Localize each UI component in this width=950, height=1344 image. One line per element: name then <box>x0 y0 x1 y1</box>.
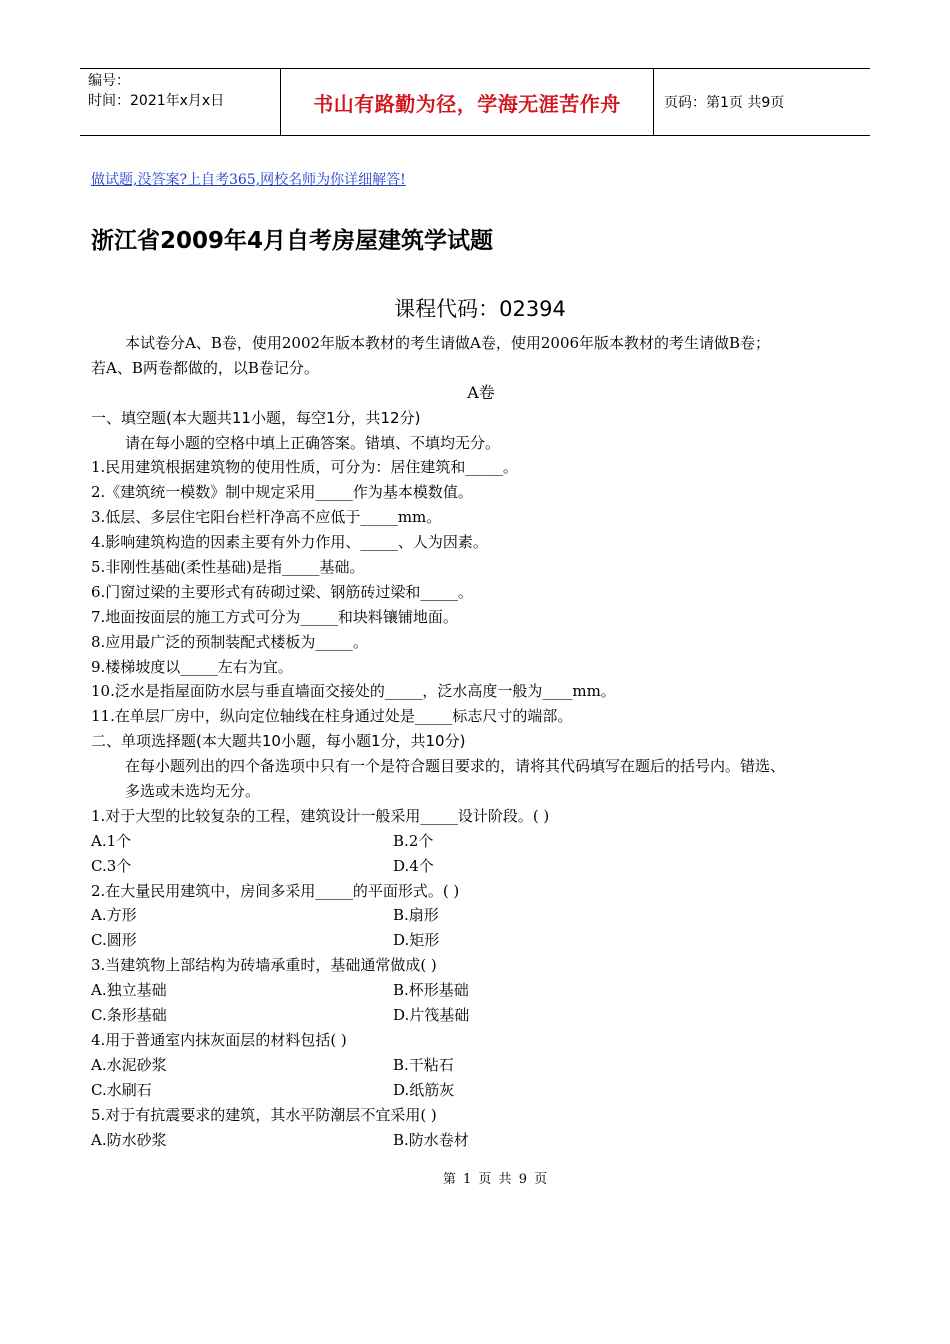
choice-options-row <box>91 829 871 854</box>
option-b: B.干粘石 <box>393 1055 454 1074</box>
choice-question-stem: 4.用于普通室内抹灰面层的材料包括( ) <box>91 1030 347 1049</box>
intro-line-2: 若A、B两卷都做的，以B卷记分。 <box>91 358 319 377</box>
choice-question-stem: 2.在大量民用建筑中，房间多采用_____的平面形式。( ) <box>91 881 460 900</box>
option-c: C.条形基础 <box>91 1006 167 1025</box>
course-code: 课程代码：02394 <box>394 297 566 321</box>
fill-question: 10.泛水是指屋面防水层与垂直墙面交接处的_____，泛水高度一般为____mm。 <box>91 682 616 701</box>
option-d: D.纸筋灰 <box>393 1080 455 1099</box>
option-d: D.矩形 <box>393 931 440 950</box>
section-1-instruction: 请在每小题的空格中填上正确答案。错填、不填均无分。 <box>125 433 501 452</box>
fill-question: 8.应用最广泛的预制装配式楼板为_____。 <box>91 632 368 651</box>
option-a: A.防水砂浆 <box>91 1130 167 1149</box>
choice-options-row <box>91 928 871 953</box>
exam-body <box>91 331 871 1152</box>
option-b: B.防水卷材 <box>393 1130 469 1149</box>
fill-question: 1.民用建筑根据建筑物的使用性质，可分为：居住建筑和_____。 <box>91 458 518 477</box>
option-a: A.1个 <box>91 831 132 850</box>
option-c: C.圆形 <box>91 931 137 950</box>
choice-options-row <box>91 1053 871 1078</box>
page-footer: 第 1 页 共 9 页 <box>442 1172 548 1187</box>
header-meta <box>80 69 280 135</box>
option-b: B.杯形基础 <box>393 981 469 1000</box>
option-b: B.2个 <box>393 831 434 850</box>
choice-question-stem: 1.对于大型的比较复杂的工程，建筑设计一般采用_____设计阶段。( ) <box>91 806 550 825</box>
section-1-heading: 一、填空题(本大题共11小题，每空1分，共12分) <box>91 408 421 427</box>
choice-options-row <box>91 903 871 928</box>
choice-options-row <box>91 1128 871 1153</box>
fill-question: 2.《建筑统一模数》制中规定采用_____作为基本模数值。 <box>91 483 473 502</box>
section-2-instruction: 在每小题列出的四个备选项中只有一个是符合题目要求的，请将其代码填写在题后的括号内。错选、 <box>125 757 786 776</box>
section-2-instruction-cont: 多选或未选均无分。 <box>125 782 261 801</box>
option-c: C.水刷石 <box>91 1080 152 1099</box>
fill-question: 7.地面按面层的施工方式可分为_____和块料镶铺地面。 <box>91 607 458 626</box>
option-a: A.方形 <box>91 906 137 925</box>
intro-line-1: 本试卷分A、B卷，使用2002年版本教材的考生请做A卷，使用2006年版本教材的考生请做B卷； <box>125 334 771 352</box>
page-title: 浙江省2009年4月自考房屋建筑学试题 <box>91 228 494 254</box>
choice-question-stem: 5.对于有抗震要求的建筑，其水平防潮层不宜采用( ) <box>91 1105 437 1124</box>
header-page-label: 页码：第1页 共9页 <box>664 95 785 111</box>
document-header <box>80 68 870 136</box>
choice-options-row <box>91 1078 871 1103</box>
option-c: C.3个 <box>91 856 132 875</box>
fill-question: 3.低层、多层住宅阳台栏杆净高不应低于_____mm。 <box>91 508 442 527</box>
choice-options-row <box>91 1003 871 1028</box>
fill-question: 4.影响建筑构造的因素主要有外力作用、_____、人为因素。 <box>91 533 488 552</box>
fill-question: 9.楼梯坡度以_____左右为宜。 <box>91 657 293 676</box>
fill-question: 11.在单层厂房中，纵向定位轴线在柱身通过处是_____标志尺寸的端部。 <box>91 707 573 726</box>
option-b: B.扇形 <box>393 906 439 925</box>
header-motto: 书山有路勤为径，学海无涯苦作舟 <box>280 69 654 135</box>
option-d: D.4个 <box>393 856 434 875</box>
number-label: 编号： <box>88 73 130 89</box>
choice-options-row <box>91 978 871 1003</box>
choice-options-row <box>91 854 871 879</box>
choice-question-stem: 3.当建筑物上部结构为砖墙承重时，基础通常做成( ) <box>91 956 437 975</box>
option-d: D.片筏基础 <box>393 1006 470 1025</box>
option-a: A.独立基础 <box>91 981 167 1000</box>
option-a: A.水泥砂浆 <box>91 1055 167 1074</box>
fill-question: 5.非刚性基础(柔性基础)是指_____基础。 <box>91 558 365 577</box>
date-label: 时间：2021年x月x日 <box>88 93 225 109</box>
section-2-heading: 二、单项选择题(本大题共10小题，每小题1分，共10分) <box>91 732 466 751</box>
promo-link[interactable]: 做试题,没答案?上自考365,网校名师为你详细解答! <box>91 172 406 188</box>
paper-label: A卷 <box>467 382 495 402</box>
fill-question: 6.门窗过梁的主要形式有砖砌过梁、钢筋砖过梁和_____。 <box>91 582 473 601</box>
